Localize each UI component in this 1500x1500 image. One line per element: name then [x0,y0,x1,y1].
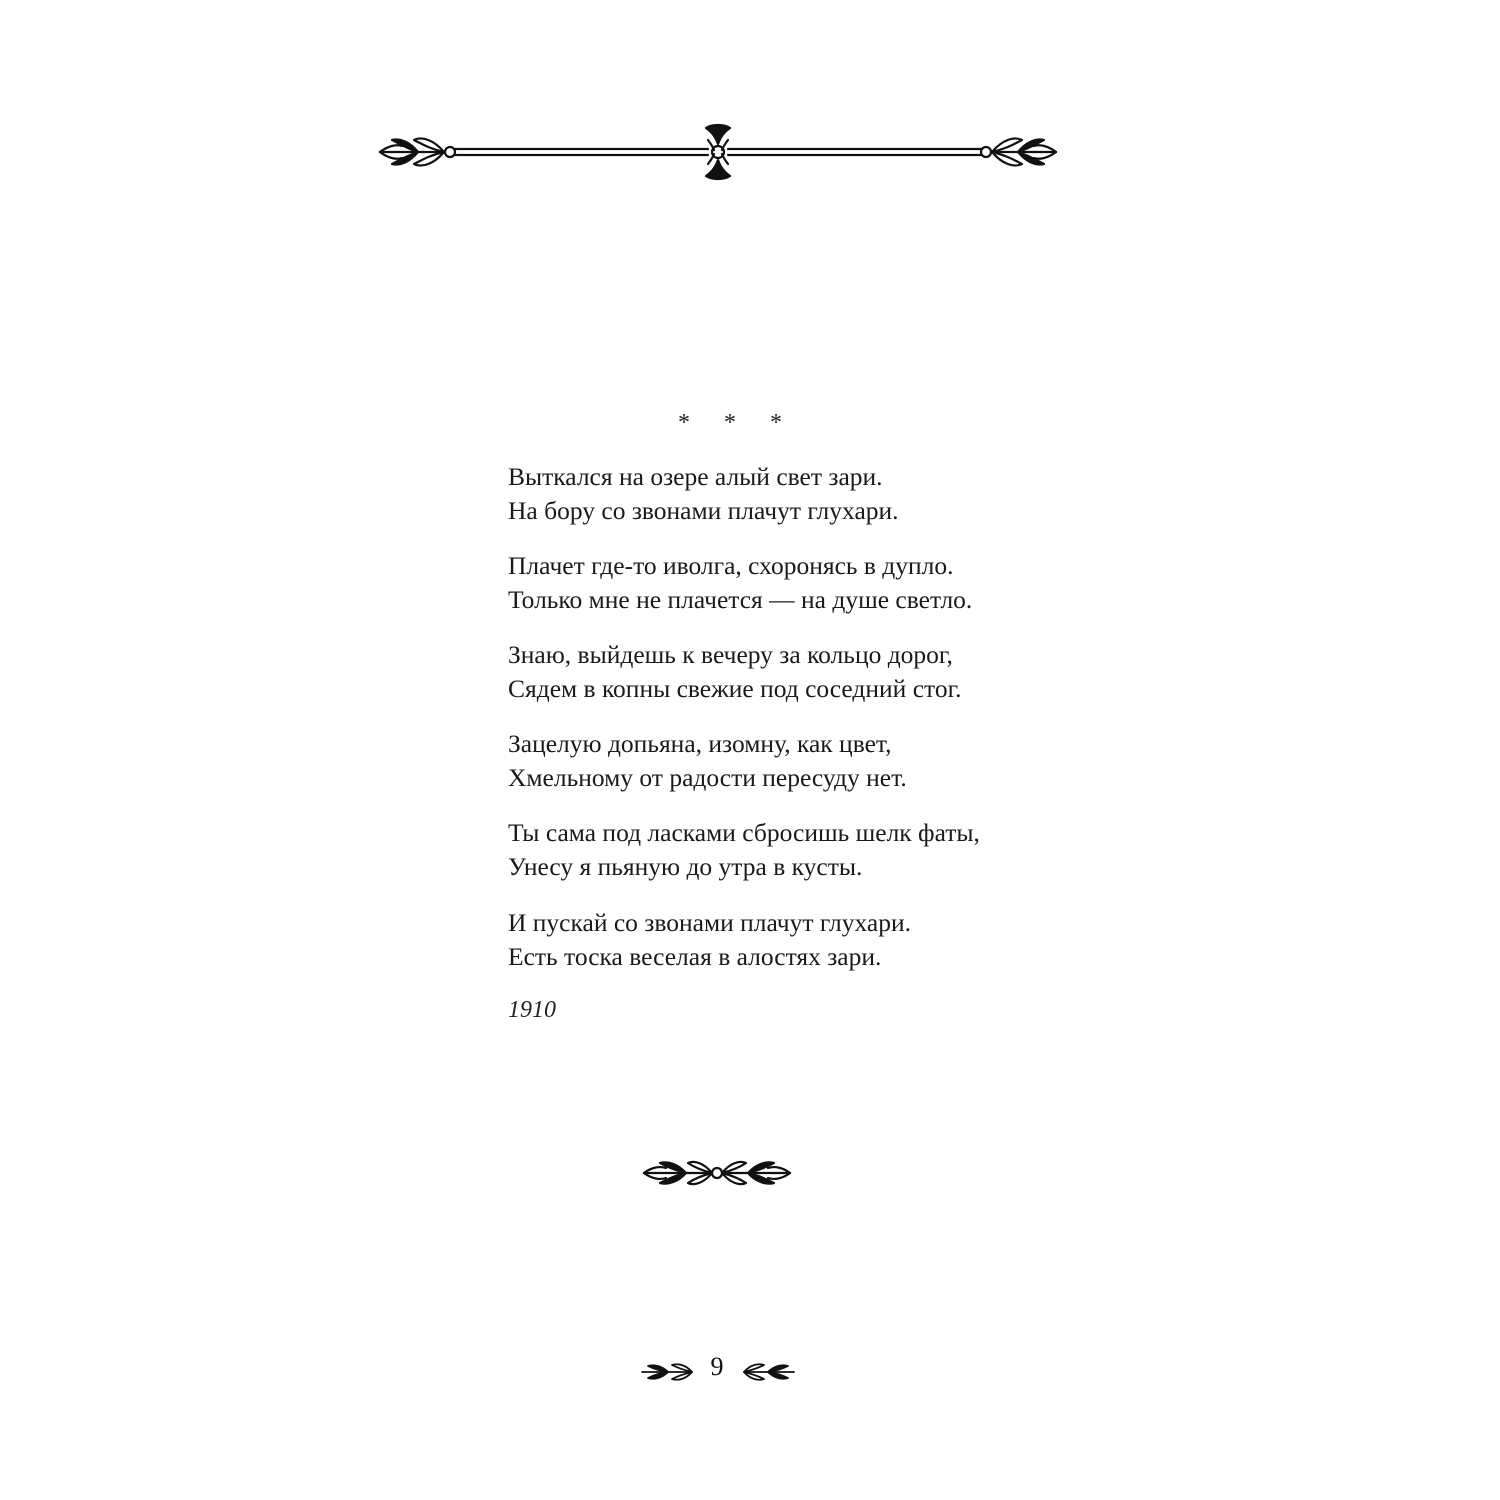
end-ornament-icon [640,1152,794,1194]
poem-line: Знаю, выйдешь к вечеру за кольцо дорог, [508,640,953,669]
poem-line: И пускай со звонами плачут глухари. [508,908,912,937]
page-number: 9 [710,1352,724,1381]
stanza-1 [508,460,899,528]
poem-line: Хмельному от радости пересуду нет. [508,763,907,792]
poem-line: Выткался на озере алый свет зари. [508,462,883,491]
poem-line: Сядем в копны свежие под соседний стог. [508,674,962,703]
poem-line: Унесу я пьяную до утра в кусты. [508,852,863,881]
poem-line: Ты сама под ласками сбросишь шелк фаты, [508,818,980,847]
stanza-5 [508,816,980,884]
poem-line: На бору со звонами плачут глухари. [508,496,899,525]
top-ornament-divider [378,122,1058,184]
stanza-4 [508,727,907,795]
stanza-3 [508,638,962,706]
stanza-6 [508,906,911,974]
poem-line: Зацелую допьяна, изомну, как цвет, [508,729,892,758]
poem-line: Есть тоска веселая в алостях зари. [508,942,882,971]
stanza-2 [508,549,972,617]
poem-line: Плачет где-то иволга, схоронясь в дупло. [508,551,954,580]
section-marker: * * * [678,410,796,436]
poem-year: 1910 [508,997,556,1023]
poem-line: Только мне не плачется — на душе светло. [508,585,973,614]
